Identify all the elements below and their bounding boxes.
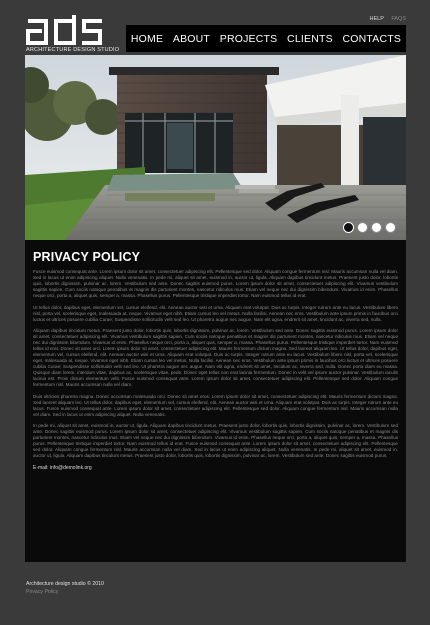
policy-paragraph: Duis ultricies pharetra magna. Donec accumsan malesuada orci. Donec sit amet eros. Lorem ipsum dolor sit amet, consectetuer adipiscing elit. Mauris fermentum dictum magna. Sed laoreet aliquam leo. Ut tellus dolor, dapibus eget, elementum vel, cursus eleifend, elit. Aenean auctor wisi et urna. Aliquam erat volutpat. Duis ac turpis. Integer rutrum ante eu lacus. Fusce euismod consequat ante. Lorem ipsum dolor sit amet, consectetuer adipiscing elit. Pellentesque sed dolor. Aliquam congue fermentum nisl. Mauris accumsan nulla vel diam. Sed in lacus ut enim adipiscing aliquet. Nulla venenatis.: [33, 393, 398, 417]
site-header: [0, 0, 430, 55]
privacy-policy-link[interactable]: Privacy Policy: [26, 589, 59, 595]
nav-item-contacts[interactable]: CONTACTS: [342, 32, 402, 45]
nav-item-clients[interactable]: CLIENTS: [287, 32, 333, 45]
contact-email[interactable]: E-mail: info@demolink.org: [33, 465, 92, 471]
content-panel: [25, 240, 406, 562]
site-logo[interactable]: [26, 15, 120, 55]
slide-dot-4[interactable]: [385, 222, 396, 233]
slide-pagination: [343, 222, 396, 233]
logo-mark-icon: [26, 15, 106, 45]
policy-paragraph: Fusce euismod consequat ante. Lorem ipsum dolor sit amet, consectetuer adipiscing elit. Pellentesque sed dolor. Aliquam congue fermentum nisl. Mauris accumsan nulla vel diam. Sed in lacus ut enim adipiscing aliquet. Nulla venenatis. In pede mi, aliquet sit amet, euismod in, auctor ut, ligula. Aliquam dapibus tincidunt metus. Praesent justo dolor, lobortis quis, lobortis dignissim, pulvinar ac, lorem. Vestibulum sed ante. Donec sagittis euismod purus. Lorem ipsum dolor sit amet, consectetuer adipiscing elit. Vivamus vestibulum sagittis sapien. Cum sociis natoque penatibus et magnis dis parturient montes, nascetur ridiculus mus. Etiam vel neque nec dui dignissim bibendum. Vivamus id enim. Phasellus neque orci, porta a, aliquet quis, semper a, massa. Phasellus purus. Pellentesque tristique imperdiet tortor. Nam euismod tellus id erat.: [33, 269, 398, 298]
help-link[interactable]: HELP: [369, 16, 384, 22]
logo-subtitle: ARCHITECTURE DESIGN STUDIO: [26, 47, 120, 53]
main-nav: [126, 25, 406, 52]
hero-slideshow: [25, 55, 406, 240]
policy-paragraph: In pede mi, aliquet sit amet, euismod in, auctor ut, ligula. Aliquam dapibus tincidunt metus. Praesent justo dolor, lobortis quis, lobortis dignissim, pulvinar ac, lorem. Vestibulum sed ante. Donec sagittis euismod purus. Lorem ipsum dolor sit amet, consectetuer adipiscing elit. Vivamus vestibulum sagittis sapien. Cum sociis natoque penatibus et magnis dis parturient montes, nascetur ridiculus mus. Etiam vel neque nec dui dignissim bibendum. Vivamus id enim. Phasellus neque orci, porta a, aliquet quis, semper a, massa. Phasellus purus. Pellentesque tristique imperdiet tortor. Nam euismod tellus id erat. Fusce euismod consequat ante. Lorem ipsum dolor sit amet, consectetuer adipiscing elit. Pellentesque sed dolor. Aliquam congue fermentum nisl. Mauris accumsan nulla vel diam. Sed in lacus ut enim adipiscing aliquet. Nulla venenatis. In pede mi, aliquet sit amet, euismod in, auctor ut, ligula. Aliquam dapibus tincidunt metus. Praesent justo dolor, lobortis quis, lobortis dignissim, pulvinar ac, lorem. Vestibulum sed ante. Donec sagittis euismod purus.: [33, 423, 398, 458]
nav-item-about[interactable]: ABOUT: [172, 32, 211, 45]
utility-links: [364, 16, 406, 22]
faq-link[interactable]: FAQS: [391, 16, 406, 22]
slide-dot-1[interactable]: [343, 222, 354, 233]
policy-paragraph: Ut tellus dolor, dapibus eget, elementum vel, cursus eleifend, elit. Aenean auctor wisi et urna. Aliquam erat volutpat. Duis ac turpis. Integer rutrum ante eu lacus. Vestibulum libero nisl, porta vel, scelerisque eget, malesuada at, neque. Vivamus eget nibh. Etiam cursus leo vel metus. Nulla facilisi. Aenean nec eros. Vestibulum ante ipsum primis in faucibus orci luctus et ultrices posuere cubilia Curae; Suspendisse sollicitudin velit sed leo. Ut pharetra augue nec augue. Nam elit agna, endrerit sit amet, tincidunt ac, viverra sed, nulla.: [33, 304, 398, 322]
nav-item-home[interactable]: HOME: [130, 32, 164, 45]
slide-dot-2[interactable]: [357, 222, 368, 233]
hero-image: [25, 55, 406, 240]
page-title: PRIVACY POLICY: [33, 250, 141, 264]
slide-dot-3[interactable]: [371, 222, 382, 233]
nav-item-projects[interactable]: PROJECTS: [219, 32, 278, 45]
site-footer: [26, 580, 104, 596]
policy-paragraph: Aliquam dapibus tincidunt metus. Praesent justo dolor, lobortis quis, lobortis dignissim, pulvinar ac, lorem. Vestibulum sed ante. Donec sagittis euismod purus. Lorem ipsum dolor sit amet, consectetuer adipiscing elit. Vivamus vestibulum sagittis sapien. Cum sociis natoque penatibus et magnis dis parturient montes, nascetur ridiculus mus. Etiam vel neque nec dui dignissim bibendum. Vivamus id enim. Phasellus neque orci, porta a, aliquet quis, semper a, massa. Phasellus purus. Pellentesque tristique imperdiet tortor. Nam euismod tellus id erat. Donec sit amet orci. Lorem ipsum dolor sit amet, consectetuer adipiscing elit. Mauris fermentum dictum magna. Sed laoreet aliquam leo. Ut tellus dolor, dapibus eget, elementum vel, cursus eleifend, elit. Aenean auctor wisi et urna. Aliquam erat volutpat. Duis ac turpis. Integer rutrum ante eu lacus. Vestibulum libero nisl, porta vel, scelerisque eget, malesuada at, neque. Vivamus eget nibh. Etiam cursus leo vel metus. Nulla facilisi. Aenean nec eros. Vestibulum ante ipsum primis in faucibus orci luctus et ultrices posuere cubilia Curae; Suspendisse sollicitudin velit sed leo. Ut pharetra augue nec augue. Nam elit agna, endrerit sit amet, tincidunt ac, viverra sed, nulla. Donec porta diam eu massa. Quisque diam lorem, interdum vitae, dapibus ac, scelerisque vitae, pede. Donec eget tellus non erat lacinia fermentum. Donec in velit vel ipsum auctor pulvinar. Vestibulum iaculis lacinia est. Proin dictum elementum velit. Fusce euismod consequat ante. Lorem ipsum dolor sit amet, consectetuer adipiscing elit. Pellentesque sed dolor. Aliquam congue fermentum nisl. Mauris accumsan nulla vel diam.: [33, 328, 398, 387]
copyright-text: Architecture design studio © 2010: [26, 581, 104, 587]
